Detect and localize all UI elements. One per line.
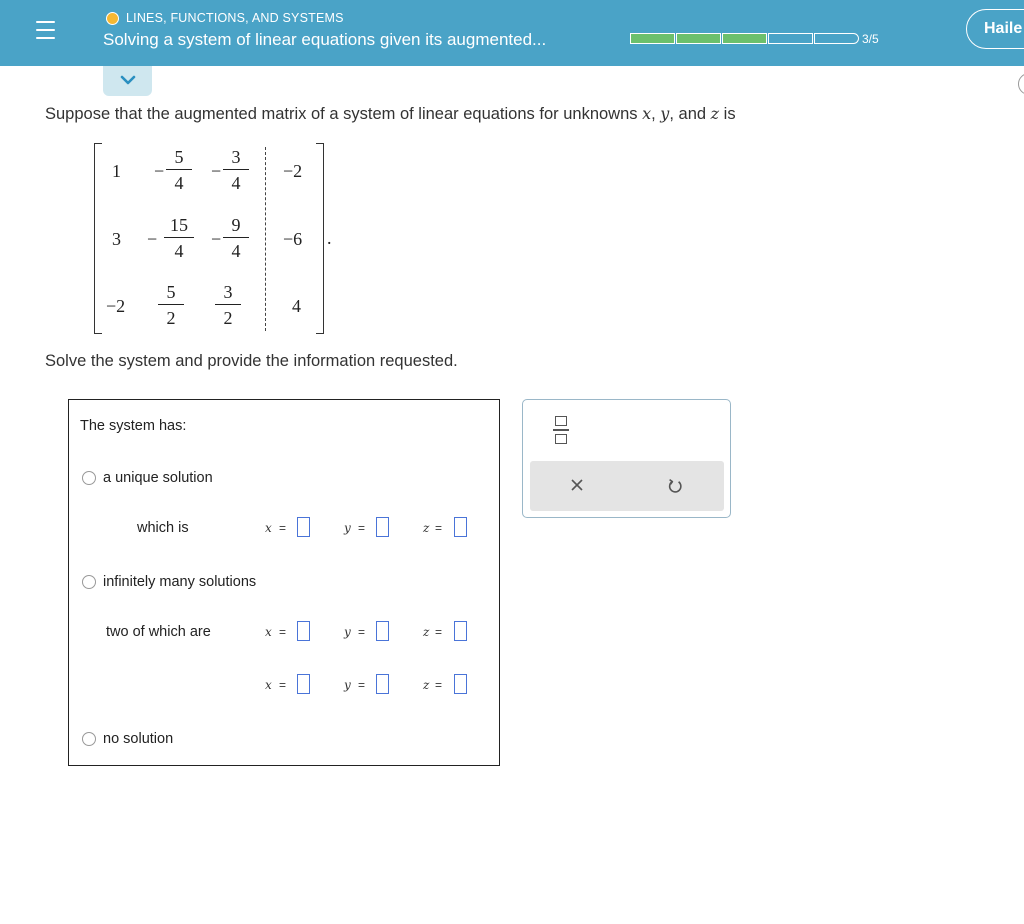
equals-sign: = xyxy=(435,521,443,535)
progress-segment xyxy=(814,33,859,44)
problem-prompt: Suppose that the augmented matrix of a system of linear equations for unknowns x, y, and z is xyxy=(45,104,736,123)
unique-x-input[interactable] xyxy=(297,517,310,537)
equals-sign: = xyxy=(358,678,366,692)
matrix-entry-r3c1: −2 xyxy=(106,296,126,316)
matrix-entry-r3c2: 5 2 xyxy=(158,282,184,328)
unique-y-input[interactable] xyxy=(376,517,389,537)
side-panel-button[interactable] xyxy=(1018,73,1024,95)
matrix-entry-r2c2: 15 4 xyxy=(164,215,194,261)
matrix-entry-r1c2: 5 4 xyxy=(166,147,192,193)
infinite-lead-text: two of which are xyxy=(106,624,211,640)
var-x-label: x xyxy=(265,625,272,639)
close-icon xyxy=(570,478,584,492)
matrix-right-bracket xyxy=(316,143,324,334)
var-y-label: y xyxy=(344,521,351,535)
matrix-entry-r3c3: 3 2 xyxy=(215,282,241,328)
var-y-label: y xyxy=(344,678,351,692)
tool-action-bar xyxy=(530,461,724,511)
equals-sign: = xyxy=(358,521,366,535)
problem-title: Solving a system of linear equations given its augmented... xyxy=(103,30,547,49)
matrix-entry-r2c1: 3 xyxy=(112,229,121,249)
matrix-entry-r2c3: 9 4 xyxy=(223,215,249,261)
matrix-entry-r1c3: 3 4 xyxy=(223,147,249,193)
equals-sign: = xyxy=(279,521,287,535)
instruction-text: Solve the system and provide the information requested. xyxy=(45,352,458,370)
radio-no-solution[interactable] xyxy=(82,732,96,746)
matrix-entry-r2c4: −6 xyxy=(283,229,303,249)
progress-segment xyxy=(676,33,721,44)
matrix-entry-r3c4: 4 xyxy=(292,296,301,316)
var-z-label: z xyxy=(423,678,430,692)
infinite-1-z-input[interactable] xyxy=(454,621,467,641)
fraction-icon[interactable] xyxy=(553,416,569,446)
var-z-label: z xyxy=(423,521,430,535)
progress-segment xyxy=(768,33,813,44)
infinite-1-x-input[interactable] xyxy=(297,621,310,641)
equals-sign: = xyxy=(279,678,287,692)
minus-sign: − xyxy=(147,229,158,249)
augmentation-divider xyxy=(265,147,266,331)
infinite-2-z-input[interactable] xyxy=(454,674,467,694)
answer-heading: The system has: xyxy=(80,418,187,434)
var-y-label: y xyxy=(344,625,351,639)
minus-sign: − xyxy=(211,161,222,181)
answer-box xyxy=(68,399,500,766)
option-infinite-label: infinitely many solutions xyxy=(103,574,257,590)
matrix-left-bracket xyxy=(94,143,102,334)
var-x-label: x xyxy=(265,521,272,535)
clear-button[interactable] xyxy=(530,461,627,511)
progress-bar xyxy=(630,33,860,44)
infinite-2-x-input[interactable] xyxy=(297,674,310,694)
progress-segment xyxy=(630,33,675,44)
progress-label: 3/5 xyxy=(862,32,879,46)
minus-sign: − xyxy=(154,161,165,181)
matrix-period: . xyxy=(327,228,332,248)
undo-button[interactable] xyxy=(627,461,724,511)
user-menu-button[interactable]: Haile xyxy=(966,9,1024,49)
equals-sign: = xyxy=(435,625,443,639)
math-tool-panel xyxy=(522,399,731,518)
augmented-matrix xyxy=(0,0,360,340)
equals-sign: = xyxy=(358,625,366,639)
unique-lead-text: which is xyxy=(137,520,189,536)
matrix-entry-r1c4: −2 xyxy=(283,161,303,181)
var-x-label: x xyxy=(265,678,272,692)
option-unique-label: a unique solution xyxy=(103,470,213,486)
progress-segment xyxy=(722,33,767,44)
radio-unique-solution[interactable] xyxy=(82,471,96,485)
radio-infinite-solutions[interactable] xyxy=(82,575,96,589)
minus-sign: − xyxy=(211,229,222,249)
topic-label: LINES, FUNCTIONS, AND SYSTEMS xyxy=(126,11,344,25)
matrix-entry-r1c1: 1 xyxy=(112,161,121,181)
option-none-label: no solution xyxy=(103,731,174,747)
unique-z-input[interactable] xyxy=(454,517,467,537)
undo-icon xyxy=(667,478,683,494)
equals-sign: = xyxy=(279,625,287,639)
equals-sign: = xyxy=(435,678,443,692)
var-z-label: z xyxy=(423,625,430,639)
infinite-2-y-input[interactable] xyxy=(376,674,389,694)
infinite-1-y-input[interactable] xyxy=(376,621,389,641)
